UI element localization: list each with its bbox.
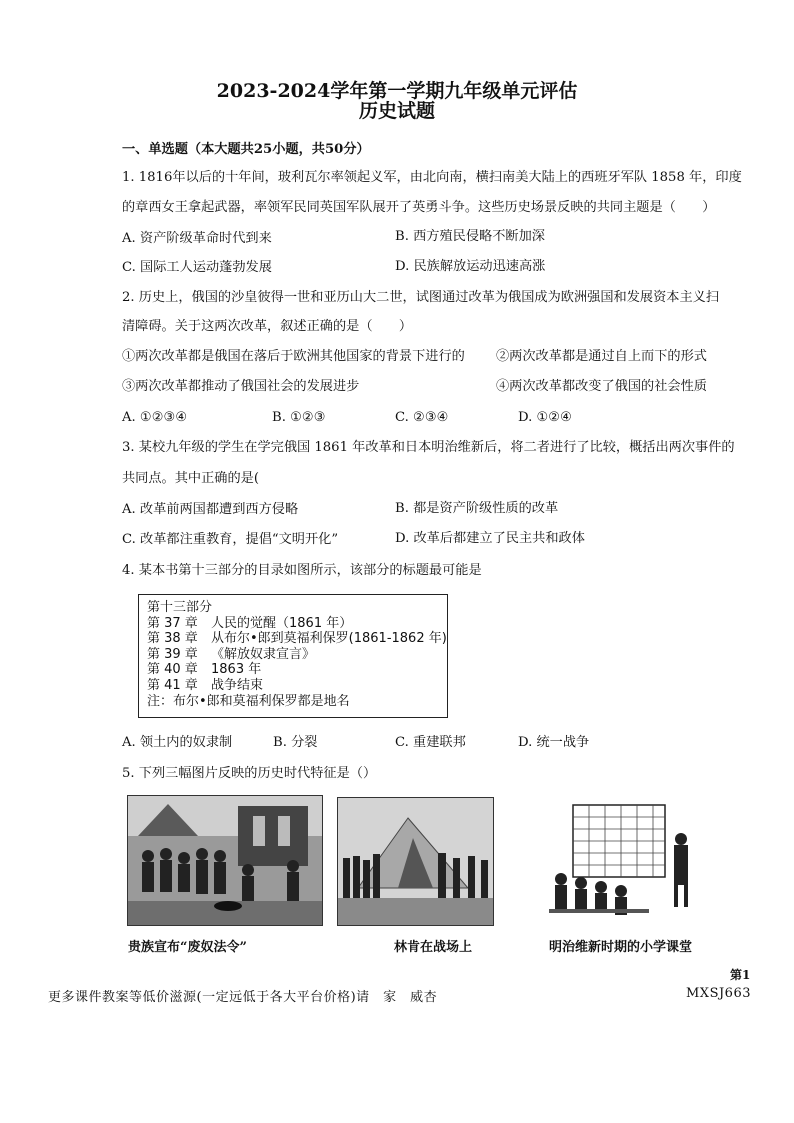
- toc-chapter: 第 40 章: [147, 662, 198, 678]
- q4-option-a: A. 领土内的奴隶制: [122, 735, 233, 750]
- q3-option-d: D. 改革后都建立了民主共和政体: [395, 531, 585, 546]
- toc-row: [147, 678, 447, 694]
- q3-option-a: A. 改革前两国都遭到西方侵略: [122, 502, 299, 517]
- picture-lincoln-battlefield: [337, 797, 494, 926]
- picture-caption-3: 明治维新时期的小学课堂: [549, 940, 693, 955]
- q1-option-d: D. 民族解放运动迅速高涨: [395, 259, 546, 274]
- q2-option-b: B. ①②③: [272, 410, 326, 425]
- q2-statement-2: ②两次改革都是通过自上而下的形式: [496, 349, 707, 364]
- section-heading: 一、单选题（本大题共25小题，共50分）: [122, 142, 370, 157]
- q1-option-a: A. 资产阶级革命时代到来: [122, 231, 272, 246]
- q2-option-c: C. ②③④: [395, 410, 449, 425]
- q4-option-d: D. 统一战争: [518, 735, 590, 750]
- q3-stem-line2: 共同点。其中正确的是(: [122, 471, 260, 486]
- q2-statement-3: ③两次改革都推动了俄国社会的发展进步: [122, 379, 360, 394]
- exam-title: 2023-2024学年第一学期九年级单元评估: [216, 80, 578, 102]
- q2-option-a: A. ①②③④: [122, 410, 188, 425]
- q4-stem: 4. 某本书第十三部分的目录如图所示，该部分的标题最可能是: [122, 563, 482, 578]
- q2-stem-line1: 2. 历史上，俄国的沙皇彼得一世和亚历山大二世，试图通过改革为俄国成为欧洲强国和发展资本主义扫: [122, 290, 720, 305]
- toc-heading: 第十三部分: [147, 600, 213, 615]
- q1-option-c: C. 国际工人运动蓬勃发展: [122, 260, 272, 275]
- toc-chapter-title: 人民的觉醒（1861 年）: [211, 615, 353, 631]
- toc-chapter: 第 38 章: [147, 631, 198, 647]
- footer-ad-text: 更多课件教案等低价滋源(一定远低于各大平台价格)请 家 威杏: [48, 990, 438, 1005]
- picture-caption-1: 贵族宣布“废奴法令”: [128, 940, 247, 955]
- toc-note: 注：布尔•郎和莫福利保罗都是地名: [147, 693, 350, 709]
- footer-code: MXSJ663: [686, 986, 751, 1001]
- q1-stem-line2: 的章西女王拿起武器，率领军民同英国军队展开了英勇斗争。这些历史场景反映的共同主题是（ ）: [122, 200, 716, 215]
- toc-chapter-title: 战争结束: [211, 677, 264, 693]
- toc-chapter-title: 1863 年: [211, 662, 262, 678]
- q3-option-c: C. 改革都注重教育，提倡“文明开化”: [122, 532, 339, 547]
- toc-chapter: 第 37 章: [147, 615, 198, 631]
- q2-stem-line2: 清障碍。关于这两次改革，叙述正确的是（ ）: [122, 319, 413, 334]
- q1-option-b: B. 西方殖民侵略不断加深: [395, 229, 545, 244]
- classroom-drawing-icon: [549, 797, 695, 926]
- toc-row: [147, 647, 447, 663]
- exam-subtitle: 历史试题: [358, 100, 435, 122]
- picture-serfdom-decree: [127, 795, 323, 926]
- toc-row: [147, 616, 447, 632]
- toc-chapter-title: 从布尔•郎到莫福利保罗(1861-1862 年): [211, 631, 447, 647]
- q3-stem-line1: 3. 某校九年级的学生在学完俄国 1861 年改革和日本明治维新后，将二者进行了比较，概括出两次事件的: [122, 440, 735, 455]
- toc-row: [147, 662, 447, 678]
- q2-statement-1: ①两次改革都是俄国在落后于欧洲其他国家的背景下进行的: [122, 349, 465, 364]
- q2-option-d: D. ①②④: [518, 410, 572, 425]
- q3-option-b: B. 都是资产阶级性质的改革: [395, 501, 559, 516]
- toc-chapter-title: 《解放奴隶宣言》: [211, 646, 316, 662]
- q4-option-b: B. 分裂: [273, 735, 318, 750]
- picture-meiji-classroom: [549, 797, 695, 926]
- engraving-crowd-icon: [128, 796, 322, 925]
- toc-chapter: 第 41 章: [147, 677, 198, 693]
- page-number: 第1: [730, 968, 751, 982]
- toc-row: [147, 631, 447, 647]
- q4-option-c: C. 重建联邦: [395, 735, 466, 750]
- toc-box: [138, 594, 448, 718]
- battlefield-tent-icon: [338, 798, 493, 925]
- q2-statement-4: ④两次改革都改变了俄国的社会性质: [496, 379, 707, 394]
- q1-stem-line1: 1. 1816年以后的十年间，玻利瓦尔率领起义军，由北向南，横扫南美大陆上的西班牙军队 1858 年，印度: [122, 170, 742, 185]
- picture-caption-2: 林肯在战场上: [394, 940, 473, 955]
- q5-stem: 5. 下列三幅图片反映的历史时代特征是（）: [122, 766, 377, 781]
- toc-chapter: 第 39 章: [147, 646, 198, 662]
